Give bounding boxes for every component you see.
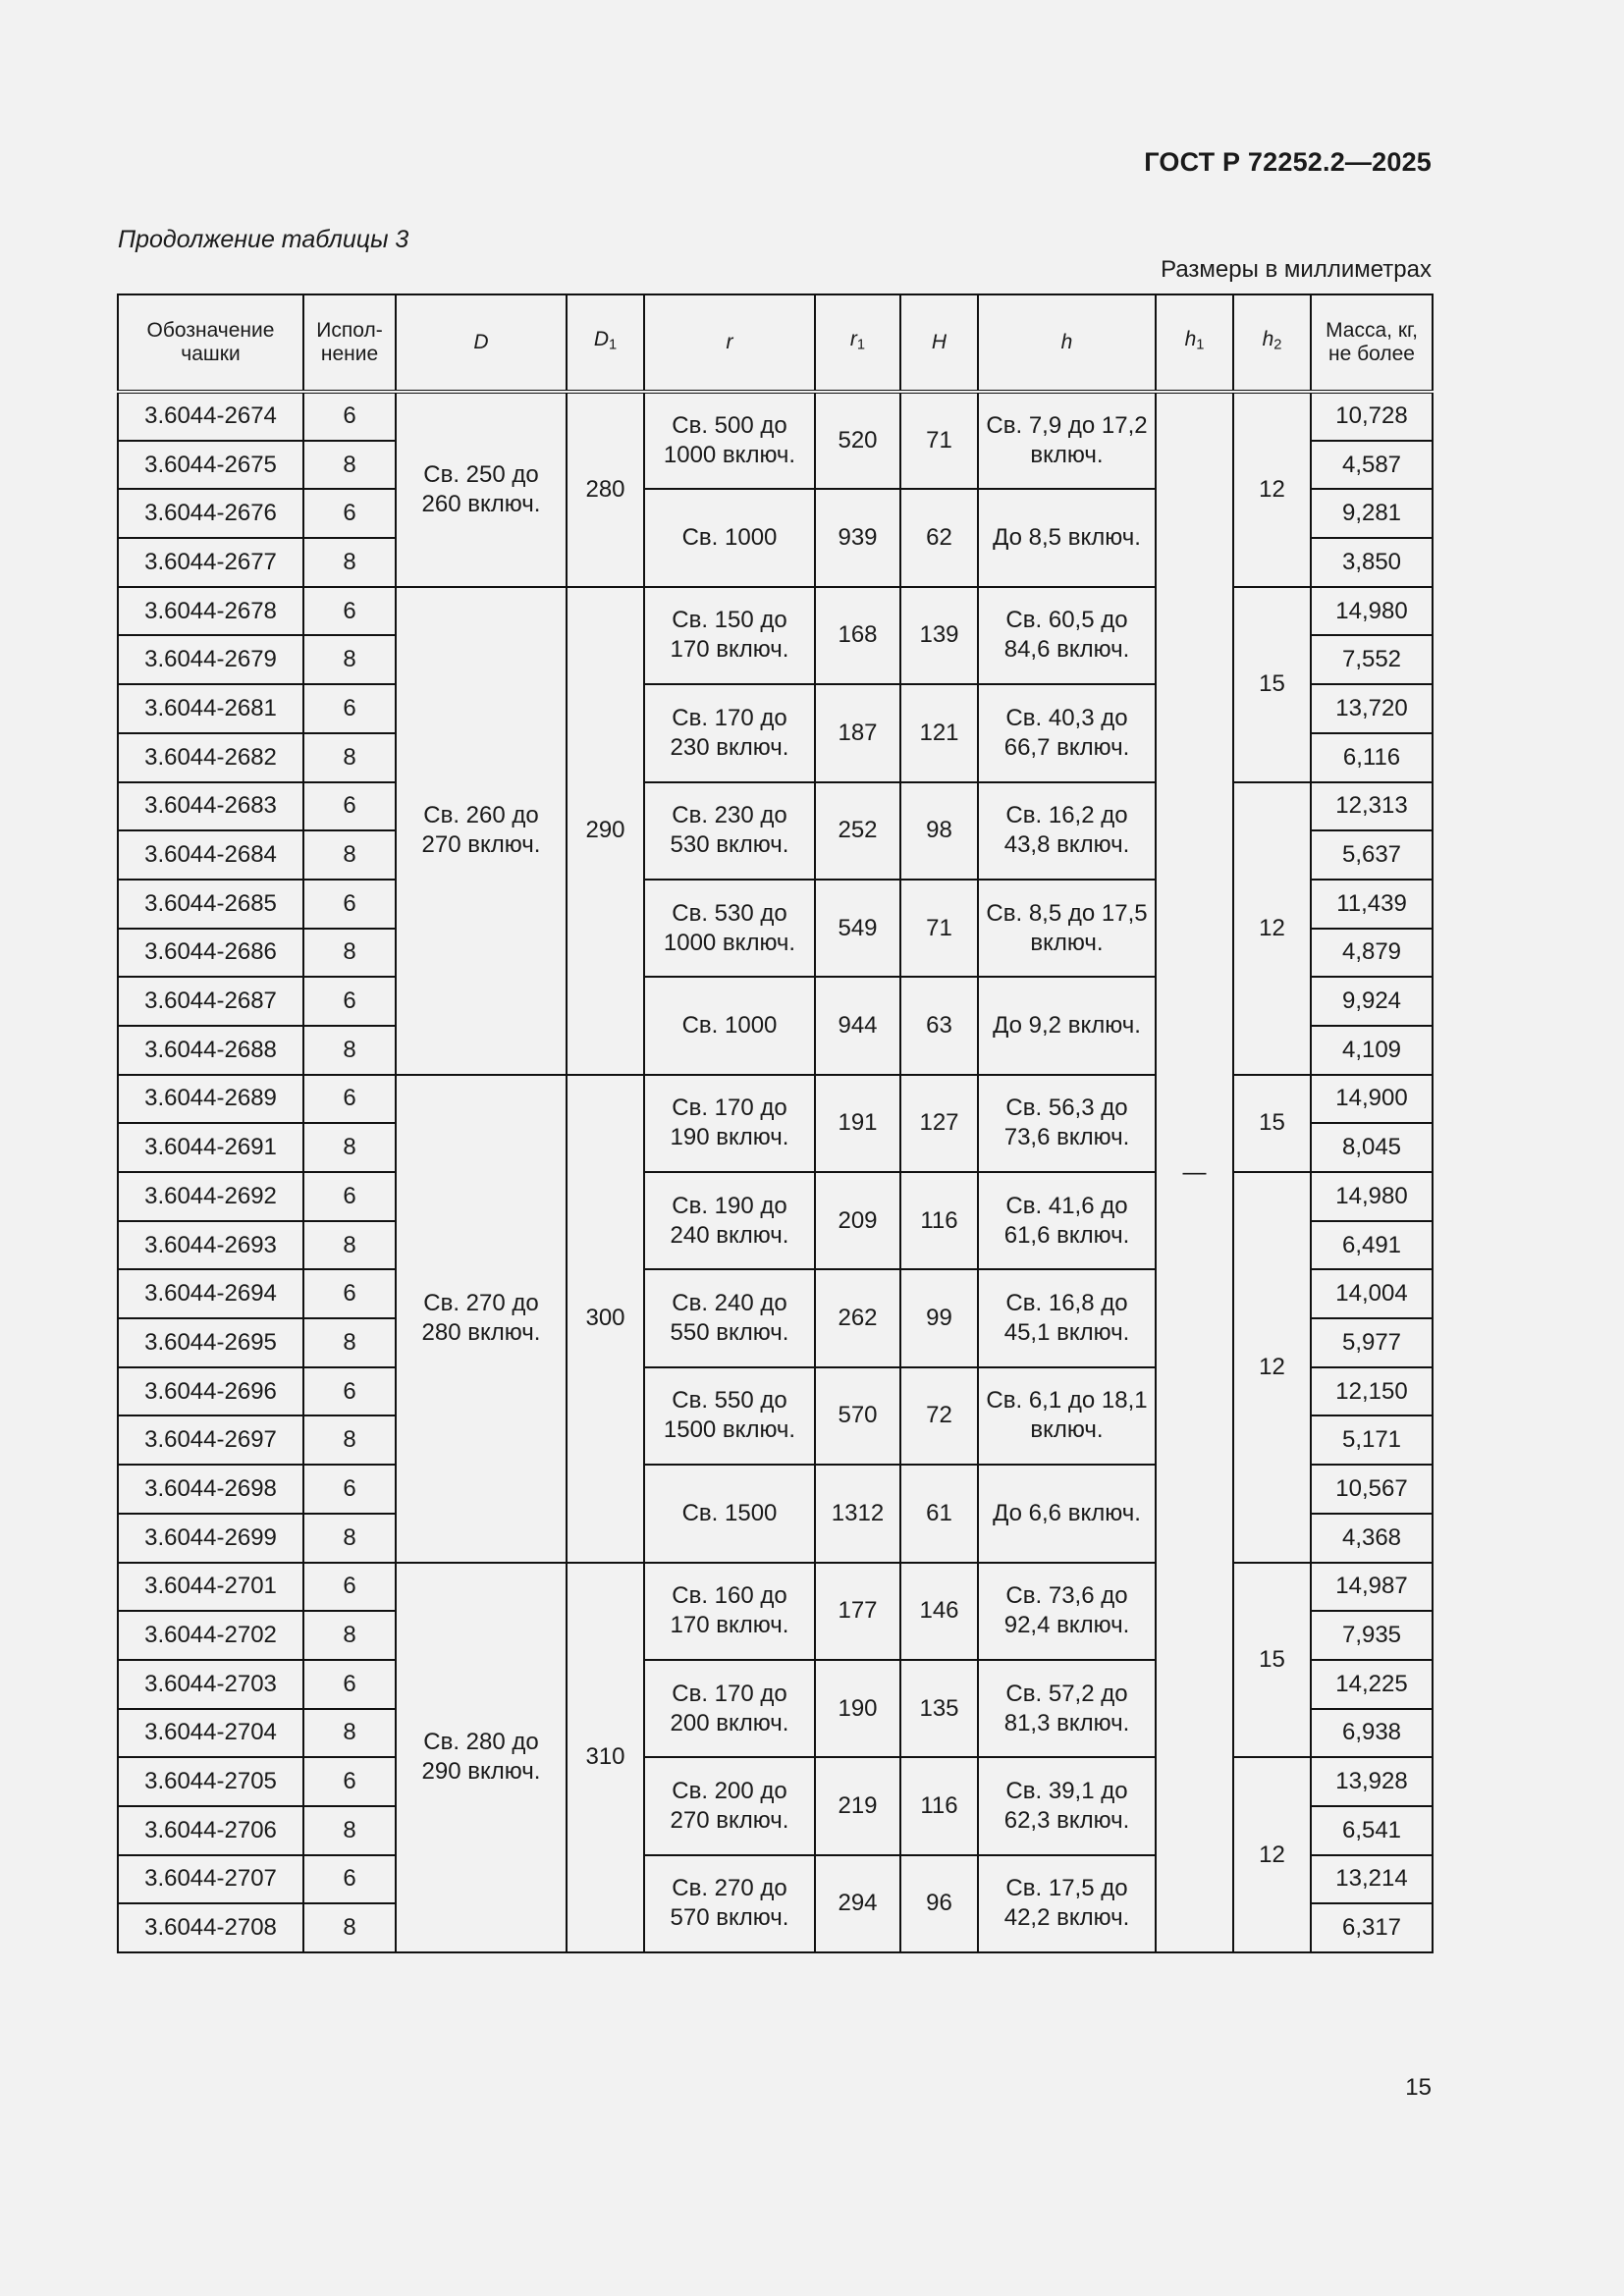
- r1-cell: 939: [815, 489, 900, 586]
- designation-cell: 3.6044-2706: [118, 1806, 303, 1855]
- r1-cell: 252: [815, 782, 900, 880]
- version-cell: 8: [303, 1123, 396, 1172]
- r-cell: Св. 150 до 170 включ.: [644, 587, 815, 684]
- mass-cell: 7,552: [1311, 635, 1433, 684]
- h-cell: Св. 16,8 до 45,1 включ.: [978, 1269, 1156, 1366]
- h2-cell: 12: [1233, 1172, 1311, 1563]
- h-cell: Св. 39,1 до 62,3 включ.: [978, 1757, 1156, 1854]
- mass-cell: 4,587: [1311, 441, 1433, 490]
- version-cell: 8: [303, 1709, 396, 1758]
- version-cell: 8: [303, 635, 396, 684]
- mass-cell: 5,171: [1311, 1415, 1433, 1465]
- version-cell: 6: [303, 1563, 396, 1612]
- r-cell: Св. 1000: [644, 977, 815, 1074]
- mass-cell: 14,980: [1311, 587, 1433, 636]
- designation-cell: 3.6044-2702: [118, 1611, 303, 1660]
- version-cell: 6: [303, 684, 396, 733]
- version-cell: 8: [303, 733, 396, 782]
- mass-cell: 13,928: [1311, 1757, 1433, 1806]
- r-cell: Св. 240 до 550 включ.: [644, 1269, 815, 1366]
- h2-cell: 15: [1233, 1075, 1311, 1172]
- H-cell: 71: [900, 880, 978, 977]
- h-cell: Св. 73,6 до 92,4 включ.: [978, 1563, 1156, 1660]
- designation-cell: 3.6044-2687: [118, 977, 303, 1026]
- version-cell: 6: [303, 1465, 396, 1514]
- r1-cell: 190: [815, 1660, 900, 1757]
- r-cell: Св. 550 до 1500 включ.: [644, 1367, 815, 1465]
- designation-cell: 3.6044-2681: [118, 684, 303, 733]
- col-D: D: [396, 294, 567, 392]
- mass-cell: 7,935: [1311, 1611, 1433, 1660]
- mass-cell: 6,491: [1311, 1221, 1433, 1270]
- h-cell: Св. 17,5 до 42,2 включ.: [978, 1855, 1156, 1952]
- designation-cell: 3.6044-2705: [118, 1757, 303, 1806]
- col-D1: $D_1$: [567, 294, 644, 392]
- mass-cell: 14,900: [1311, 1075, 1433, 1124]
- D-cell: Св. 270 до 280 включ.: [396, 1075, 567, 1563]
- H-cell: 116: [900, 1757, 978, 1854]
- mass-cell: 10,567: [1311, 1465, 1433, 1514]
- designation-cell: 3.6044-2703: [118, 1660, 303, 1709]
- col-r1: $r_1$: [815, 294, 900, 392]
- version-cell: 6: [303, 782, 396, 831]
- version-cell: 8: [303, 538, 396, 587]
- r-cell: Св. 170 до 230 включ.: [644, 684, 815, 781]
- table-row: [118, 782, 1433, 831]
- mass-cell: 4,368: [1311, 1514, 1433, 1563]
- table-header-row: [118, 294, 1433, 392]
- designation-cell: 3.6044-2689: [118, 1075, 303, 1124]
- H-cell: 121: [900, 684, 978, 781]
- mass-cell: 5,637: [1311, 830, 1433, 880]
- version-cell: 6: [303, 489, 396, 538]
- h-cell: Св. 8,5 до 17,5 включ.: [978, 880, 1156, 977]
- mass-cell: 12,313: [1311, 782, 1433, 831]
- mass-cell: 5,977: [1311, 1318, 1433, 1367]
- mass-cell: 4,109: [1311, 1026, 1433, 1075]
- r-cell: Св. 270 до 570 включ.: [644, 1855, 815, 1952]
- r-cell: Св. 230 до 530 включ.: [644, 782, 815, 880]
- D1-cell: 300: [567, 1075, 644, 1563]
- mass-cell: 14,225: [1311, 1660, 1433, 1709]
- H-cell: 127: [900, 1075, 978, 1172]
- version-cell: 6: [303, 1757, 396, 1806]
- designation-cell: 3.6044-2683: [118, 782, 303, 831]
- mass-cell: 12,150: [1311, 1367, 1433, 1416]
- h-cell: Св. 7,9 до 17,2 включ.: [978, 392, 1156, 489]
- mass-cell: 6,541: [1311, 1806, 1433, 1855]
- designation-cell: 3.6044-2704: [118, 1709, 303, 1758]
- h1-cell: —: [1156, 392, 1233, 1952]
- col-h2: $h_2$: [1233, 294, 1311, 392]
- version-cell: 8: [303, 1806, 396, 1855]
- designation-cell: 3.6044-2677: [118, 538, 303, 587]
- col-h: h: [978, 294, 1156, 392]
- page-number: 15: [1405, 2074, 1432, 2101]
- designation-cell: 3.6044-2676: [118, 489, 303, 538]
- mass-cell: 6,116: [1311, 733, 1433, 782]
- version-cell: 6: [303, 1172, 396, 1221]
- version-cell: 6: [303, 977, 396, 1026]
- r1-cell: 187: [815, 684, 900, 781]
- mass-cell: 3,850: [1311, 538, 1433, 587]
- r-cell: Св. 160 до 170 включ.: [644, 1563, 815, 1660]
- col-version: Испол-нение: [303, 294, 396, 392]
- h2-cell: 12: [1233, 1757, 1311, 1952]
- r1-cell: 1312: [815, 1465, 900, 1562]
- mass-cell: 4,879: [1311, 929, 1433, 978]
- table-continuation-caption: Продолжение таблицы 3: [118, 226, 409, 253]
- mass-cell: 6,317: [1311, 1903, 1433, 1952]
- mass-cell: 9,924: [1311, 977, 1433, 1026]
- r1-cell: 944: [815, 977, 900, 1074]
- table-row: [118, 1757, 1433, 1806]
- D-cell: Св. 250 до 260 включ.: [396, 392, 567, 587]
- designation-cell: 3.6044-2685: [118, 880, 303, 929]
- r1-cell: 520: [815, 392, 900, 489]
- table-row: [118, 1563, 1433, 1612]
- col-H: H: [900, 294, 978, 392]
- version-cell: 8: [303, 830, 396, 880]
- version-cell: 8: [303, 1318, 396, 1367]
- r1-cell: 219: [815, 1757, 900, 1854]
- col-r: r: [644, 294, 815, 392]
- mass-cell: 9,281: [1311, 489, 1433, 538]
- mass-cell: 10,728: [1311, 392, 1433, 441]
- version-cell: 6: [303, 880, 396, 929]
- designation-cell: 3.6044-2695: [118, 1318, 303, 1367]
- r1-cell: 549: [815, 880, 900, 977]
- version-cell: 6: [303, 587, 396, 636]
- D1-cell: 280: [567, 392, 644, 587]
- units-note: Размеры в миллиметрах: [1161, 256, 1432, 283]
- designation-cell: 3.6044-2688: [118, 1026, 303, 1075]
- H-cell: 139: [900, 587, 978, 684]
- mass-cell: 14,987: [1311, 1563, 1433, 1612]
- mass-cell: 6,938: [1311, 1709, 1433, 1758]
- h-cell: Св. 16,2 до 43,8 включ.: [978, 782, 1156, 880]
- D1-cell: 310: [567, 1563, 644, 1953]
- h-cell: Св. 56,3 до 73,6 включ.: [978, 1075, 1156, 1172]
- r-cell: Св. 190 до 240 включ.: [644, 1172, 815, 1269]
- H-cell: 146: [900, 1563, 978, 1660]
- col-mass: Масса, кг, не более: [1311, 294, 1433, 392]
- r-cell: Св. 1000: [644, 489, 815, 586]
- r-cell: Св. 500 до 1000 включ.: [644, 392, 815, 489]
- version-cell: 8: [303, 441, 396, 490]
- H-cell: 135: [900, 1660, 978, 1757]
- version-cell: 8: [303, 1026, 396, 1075]
- D-cell: Св. 280 до 290 включ.: [396, 1563, 567, 1953]
- h-cell: До 8,5 включ.: [978, 489, 1156, 586]
- version-cell: 8: [303, 1514, 396, 1563]
- r1-cell: 168: [815, 587, 900, 684]
- r1-cell: 191: [815, 1075, 900, 1172]
- mass-cell: 11,439: [1311, 880, 1433, 929]
- col-h1: $h_1$: [1156, 294, 1233, 392]
- designation-cell: 3.6044-2675: [118, 441, 303, 490]
- designation-cell: 3.6044-2686: [118, 929, 303, 978]
- H-cell: 72: [900, 1367, 978, 1465]
- designation-cell: 3.6044-2699: [118, 1514, 303, 1563]
- designation-cell: 3.6044-2693: [118, 1221, 303, 1270]
- h2-cell: 12: [1233, 392, 1311, 587]
- H-cell: 62: [900, 489, 978, 586]
- mass-cell: 8,045: [1311, 1123, 1433, 1172]
- mass-cell: 14,980: [1311, 1172, 1433, 1221]
- H-cell: 116: [900, 1172, 978, 1269]
- D-cell: Св. 260 до 270 включ.: [396, 587, 567, 1075]
- version-cell: 6: [303, 392, 396, 441]
- version-cell: 6: [303, 1075, 396, 1124]
- h-cell: Св. 40,3 до 66,7 включ.: [978, 684, 1156, 781]
- h-cell: Св. 41,6 до 61,6 включ.: [978, 1172, 1156, 1269]
- h2-cell: 15: [1233, 1563, 1311, 1758]
- H-cell: 98: [900, 782, 978, 880]
- r1-cell: 294: [815, 1855, 900, 1952]
- designation-cell: 3.6044-2701: [118, 1563, 303, 1612]
- r-cell: Св. 530 до 1000 включ.: [644, 880, 815, 977]
- designation-cell: 3.6044-2682: [118, 733, 303, 782]
- h-cell: Св. 6,1 до 18,1 включ.: [978, 1367, 1156, 1465]
- r-cell: Св. 200 до 270 включ.: [644, 1757, 815, 1854]
- H-cell: 96: [900, 1855, 978, 1952]
- version-cell: 6: [303, 1367, 396, 1416]
- r-cell: Св. 170 до 190 включ.: [644, 1075, 815, 1172]
- D1-cell: 290: [567, 587, 644, 1075]
- designation-cell: 3.6044-2708: [118, 1903, 303, 1952]
- designation-cell: 3.6044-2694: [118, 1269, 303, 1318]
- designation-cell: 3.6044-2696: [118, 1367, 303, 1416]
- version-cell: 6: [303, 1855, 396, 1904]
- designation-cell: 3.6044-2691: [118, 1123, 303, 1172]
- H-cell: 63: [900, 977, 978, 1074]
- designation-cell: 3.6044-2698: [118, 1465, 303, 1514]
- H-cell: 71: [900, 392, 978, 489]
- designation-cell: 3.6044-2684: [118, 830, 303, 880]
- designation-cell: 3.6044-2697: [118, 1415, 303, 1465]
- mass-cell: 13,720: [1311, 684, 1433, 733]
- h2-cell: 12: [1233, 782, 1311, 1075]
- designation-cell: 3.6044-2707: [118, 1855, 303, 1904]
- table-row: [118, 1172, 1433, 1221]
- designation-cell: 3.6044-2679: [118, 635, 303, 684]
- table-row: [118, 1075, 1433, 1124]
- h-cell: До 6,6 включ.: [978, 1465, 1156, 1562]
- designation-cell: 3.6044-2674: [118, 392, 303, 441]
- H-cell: 99: [900, 1269, 978, 1366]
- mass-cell: 13,214: [1311, 1855, 1433, 1904]
- table-row: [118, 392, 1433, 441]
- H-cell: 61: [900, 1465, 978, 1562]
- version-cell: 8: [303, 929, 396, 978]
- mass-cell: 14,004: [1311, 1269, 1433, 1318]
- table-row: [118, 587, 1433, 636]
- version-cell: 6: [303, 1660, 396, 1709]
- dimensions-table: [117, 294, 1434, 1953]
- r1-cell: 262: [815, 1269, 900, 1366]
- standard-designation: ГОСТ Р 72252.2—2025: [1144, 147, 1432, 177]
- r1-cell: 209: [815, 1172, 900, 1269]
- h-cell: До 9,2 включ.: [978, 977, 1156, 1074]
- designation-cell: 3.6044-2678: [118, 587, 303, 636]
- r-cell: Св. 1500: [644, 1465, 815, 1562]
- version-cell: 8: [303, 1903, 396, 1952]
- h-cell: Св. 57,2 до 81,3 включ.: [978, 1660, 1156, 1757]
- r1-cell: 570: [815, 1367, 900, 1465]
- designation-cell: 3.6044-2692: [118, 1172, 303, 1221]
- version-cell: 8: [303, 1221, 396, 1270]
- h2-cell: 15: [1233, 587, 1311, 782]
- r1-cell: 177: [815, 1563, 900, 1660]
- version-cell: 8: [303, 1415, 396, 1465]
- h-cell: Св. 60,5 до 84,6 включ.: [978, 587, 1156, 684]
- version-cell: 6: [303, 1269, 396, 1318]
- col-designation: Обозначение чашки: [118, 294, 303, 392]
- r-cell: Св. 170 до 200 включ.: [644, 1660, 815, 1757]
- version-cell: 8: [303, 1611, 396, 1660]
